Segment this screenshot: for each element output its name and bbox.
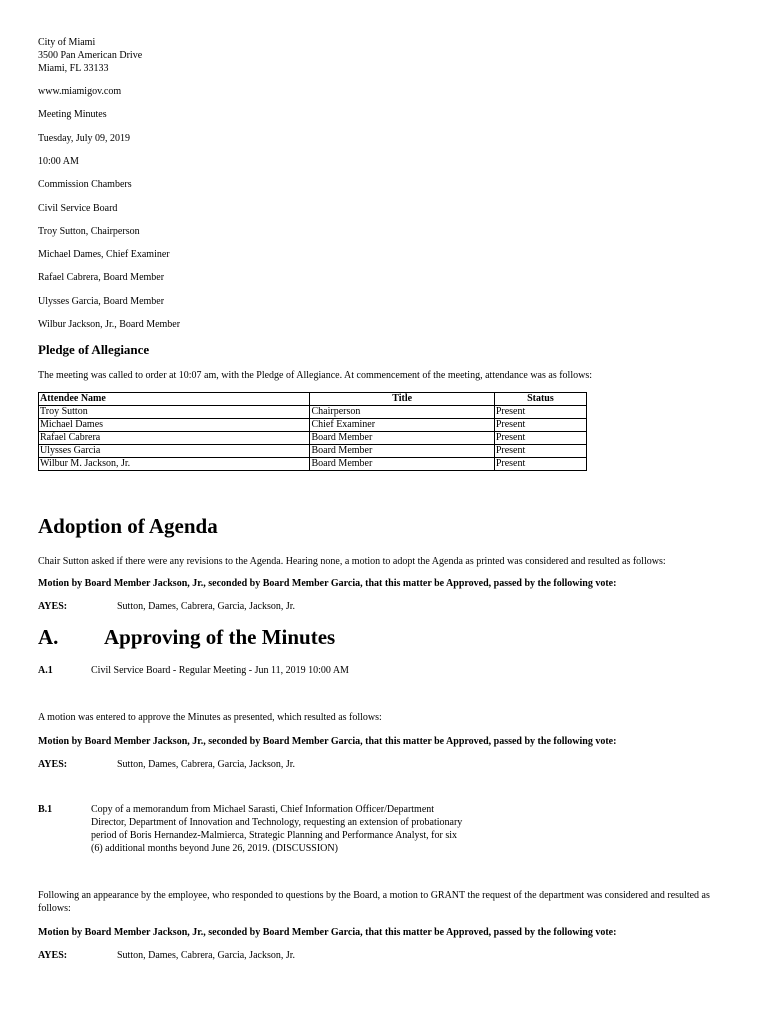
section-a-letter: A. [38,625,59,649]
section-b-ayes-label: AYES: [38,950,68,961]
attendee-status: Present [494,406,586,419]
org-name: City of Miami [38,37,96,48]
meeting-time: 10:00 AM [38,156,79,167]
section-a-title: Approving of the Minutes [104,625,336,649]
attendee-name: Wilbur M. Jackson, Jr. [39,458,310,471]
attendee-name: Rafael Cabrera [39,432,310,445]
column-header-attendee: Attendee Name [39,393,310,406]
agenda-text: Chair Sutton asked if there were any revisions to the Agenda. Hearing none, a motion to adopt the Agenda as printed was considered and resulted as follows: [38,556,666,567]
section-b-motion: Motion by Board Member Jackson, Jr., seconded by Board Member Garcia, that this matter be Approved, passed by the following vote: [38,927,617,938]
section-b-ayes-list: Sutton, Dames, Cabrera, Garcia, Jackson, Jr. [117,950,296,961]
pledge-text: The meeting was called to order at 10:07 am, with the Pledge of Allegiance. At commencement of the meeting, attendance was as follows: [38,370,592,381]
meeting-date: Tuesday, July 09, 2019 [38,133,131,144]
attendee-status: Present [494,458,586,471]
column-header-title: Title [310,393,494,406]
pledge-heading: Pledge of Allegiance [38,342,150,357]
attendee-title: Board Member [310,445,494,458]
item-text-b1-line: period of Boris Hernandez-Malmierca, Strategic Planning and Performance Analyst, for six [91,830,458,841]
member-line: Ulysses Garcia, Board Member [38,296,165,307]
agenda-motion: Motion by Board Member Jackson, Jr., seconded by Board Member Garcia, that this matter be Approved, passed by the following vote: [38,578,617,589]
document-type: Meeting Minutes [38,109,107,120]
section-a-ayes-list: Sutton, Dames, Cabrera, Garcia, Jackson, Jr. [117,759,296,770]
attendee-title: Board Member [310,432,494,445]
address-line-2: Miami, FL 33133 [38,63,109,74]
attendee-title: Board Member [310,458,494,471]
member-line: Michael Dames, Chief Examiner [38,249,170,260]
board-name: Civil Service Board [38,203,118,214]
item-text-b1-line: Copy of a memorandum from Michael Sarasti, Chief Information Officer/Department [91,804,435,815]
website-link[interactable]: www.miamigov.com [38,86,122,97]
address-line-1: 3500 Pan American Drive [38,50,143,61]
member-line: Wilbur Jackson, Jr., Board Member [38,319,181,330]
attendee-name: Michael Dames [39,419,310,432]
section-a-ayes-label: AYES: [38,759,68,770]
agenda-heading: Adoption of Agenda [38,514,218,538]
attendance-table [38,392,587,471]
attendee-name: Ulysses Garcia [39,445,310,458]
agenda-ayes-label: AYES: [38,601,68,612]
column-header-status: Status [494,393,586,406]
table-row [39,458,587,471]
section-b-text: Following an appearance by the employee, who responded to questions by the Board, a motion to GRANT the request of the department was considered and resulted as follows: [38,890,710,914]
section-a-motion: Motion by Board Member Jackson, Jr., seconded by Board Member Garcia, that this matter be Approved, passed by the following vote: [38,736,617,747]
table-row [39,432,587,445]
table-row [39,445,587,458]
item-number-a1: A.1 [38,665,53,676]
item-number-b1: B.1 [38,804,53,815]
attendee-name: Troy Sutton [39,406,310,419]
member-line: Troy Sutton, Chairperson [38,226,140,237]
meeting-location: Commission Chambers [38,179,132,190]
attendee-status: Present [494,432,586,445]
member-line: Rafael Cabrera, Board Member [38,272,165,283]
attendee-title: Chairperson [310,406,494,419]
attendee-title: Chief Examiner [310,419,494,432]
attendee-status: Present [494,445,586,458]
agenda-ayes-list: Sutton, Dames, Cabrera, Garcia, Jackson, Jr. [117,601,296,612]
table-header-row [39,393,587,406]
item-text-a1: Civil Service Board - Regular Meeting - Jun 11, 2019 10:00 AM [91,665,349,676]
table-row [39,419,587,432]
item-text-b1-line: (6) additional months beyond June 26, 2019. (DISCUSSION) [91,843,338,854]
section-a-text: A motion was entered to approve the Minutes as presented, which resulted as follows: [38,712,382,723]
attendee-status: Present [494,419,586,432]
item-text-b1-line: Director, Department of Innovation and Technology, requesting an extension of probationary [91,817,463,828]
table-row [39,406,587,419]
